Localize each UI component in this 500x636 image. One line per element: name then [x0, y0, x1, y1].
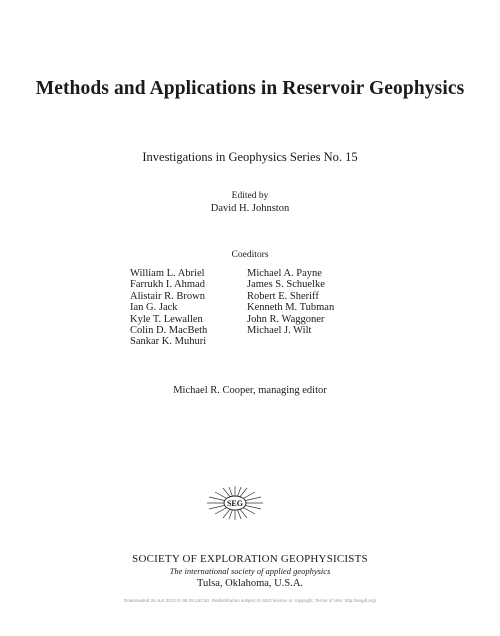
coeditors-right-column [247, 268, 334, 336]
coeditor-name: Alistair R. Brown [130, 290, 205, 302]
coeditor-name: Kenneth M. Tubman [247, 302, 335, 314]
society-location: Tulsa, Oklahoma, U.S.A. [196, 578, 304, 589]
coeditor-name: William L. Abriel [130, 268, 205, 279]
coeditors-label: Coeditors [231, 250, 269, 260]
society-tagline: The international society of applied geophysics [169, 566, 331, 576]
coeditors-left-column [130, 268, 207, 348]
editor-name: David H. Johnston [210, 203, 290, 214]
coeditor-name: Farrukh I. Ahmad [130, 279, 205, 291]
society-name: SOCIETY OF EXPLORATION GEOPHYSICISTS [132, 553, 368, 565]
coeditor-name: John R. Waggoner [247, 313, 325, 325]
coeditor-name: Colin D. MacBeth [130, 325, 208, 337]
coeditor-name: Michael A. Payne [247, 268, 322, 279]
download-notice: Downloaded 26 Jun 2012 to 95.28.162.50. Redistribution subject to SEG license or copyright; Terms of Use: http://segdl.org/ [123, 598, 377, 603]
coeditor-name: Sankar K. Muhuri [130, 336, 207, 348]
edited-by-label: Edited by [231, 191, 269, 201]
coeditor-name: Ian G. Jack [130, 302, 178, 314]
managing-editor: Michael R. Cooper, managing editor [173, 385, 327, 396]
series-line: Investigations in Geophysics Series No. 15 [142, 150, 358, 164]
coeditor-name: Michael J. Wilt [247, 325, 312, 337]
book-title: Methods and Applications in Reservoir Geophysics [35, 78, 465, 99]
logo-text: SEG [226, 499, 244, 508]
seg-logo [205, 484, 265, 522]
coeditor-name: James S. Schuelke [247, 279, 325, 291]
coeditor-name: Robert E. Sheriff [247, 290, 319, 302]
coeditor-name: Kyle T. Lewallen [130, 313, 203, 325]
